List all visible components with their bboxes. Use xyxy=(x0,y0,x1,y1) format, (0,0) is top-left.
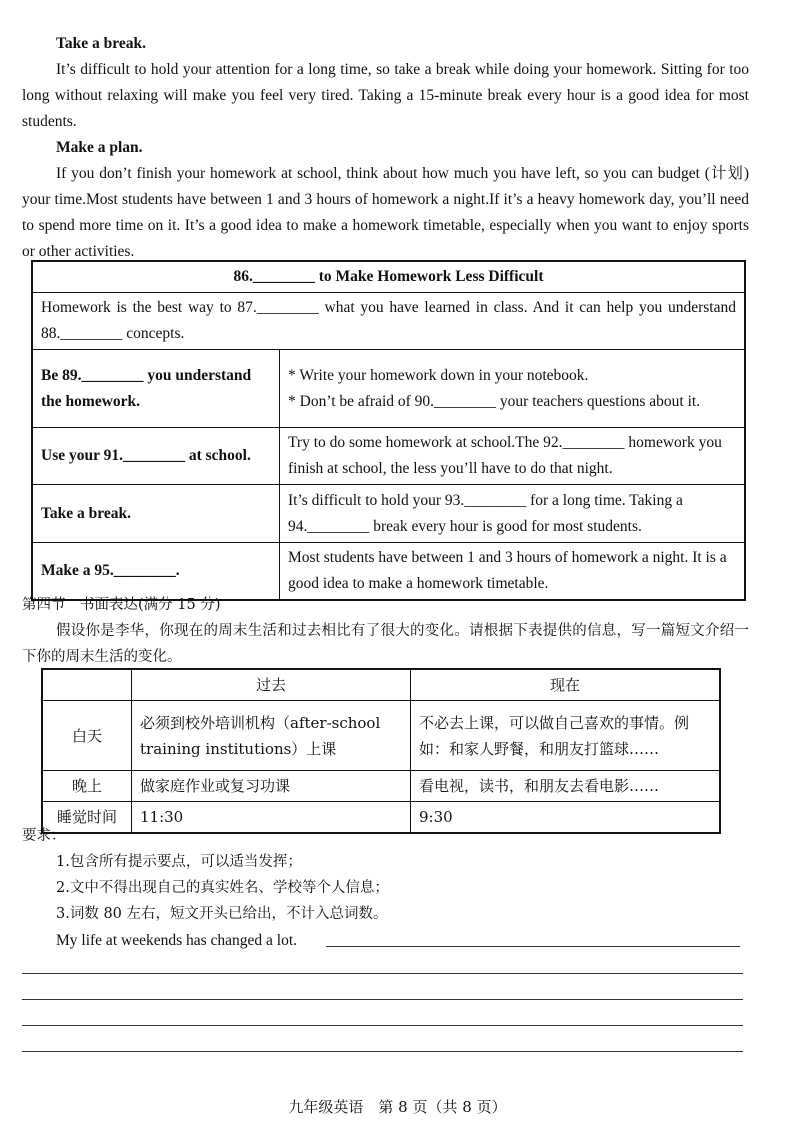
table-header-cell: 过去 xyxy=(132,669,411,701)
section-body-take-a-break: It’s difficult to hold your attention for a long time, so take a break while doing your homework. Sitting for too long without relaxing will make you feel very tired. Taking a 15-minute break every hour is a good idea for most students. xyxy=(22,61,749,130)
table-cell: 晚上 xyxy=(42,771,132,802)
table-row-text: Most students have between 1 and 3 hours of homework a night. It is a good idea to make a homework timetable. xyxy=(280,543,746,601)
table-title: 86.________ to Make Homework Less Difficult xyxy=(32,261,745,293)
answer-line[interactable] xyxy=(22,1051,743,1052)
table-row-label: Use your 91.________ at school. xyxy=(32,428,280,485)
answer-line[interactable] xyxy=(326,946,740,947)
requirement-item: 2.文中不得出现自己的真实姓名、学校等个人信息； xyxy=(56,880,389,896)
table-row-text: Try to do some homework at school.The 92.________ homework you finish at school, the less you’ll have to do that night. xyxy=(280,428,746,485)
table-row-label: Make a 95.________. xyxy=(32,543,280,601)
page-footer: 九年级英语 第 8 页（共 8 页） xyxy=(288,1098,507,1116)
table-cell: 看电视，读书，和朋友去看电影…… xyxy=(411,771,721,802)
table-row-text: * Write your homework down in your notebook. xyxy=(288,366,589,384)
table-row-label: Take a break. xyxy=(32,485,280,543)
table-intro: Homework is the best way to 87.________ what you have learned in class. And it can help you understand 88.________ concepts. xyxy=(32,293,745,350)
table-cell: 做家庭作业或复习功课 xyxy=(132,771,411,802)
writing-starter: My life at weekends has changed a lot. xyxy=(56,932,298,949)
table-row-text: * Don’t be afraid of 90.________ your teachers questions about it. xyxy=(288,392,701,410)
table-header-cell: 现在 xyxy=(411,669,721,701)
table-cell: 不必去上课，可以做自己喜欢的事情。例如：和家人野餐，和朋友打篮球…… xyxy=(411,701,721,771)
table-row-label: Be 89.________ you understand the homework. xyxy=(32,350,280,428)
table-cell: 9:30 xyxy=(411,802,721,834)
answer-line[interactable] xyxy=(22,1025,743,1026)
weekend-changes-table xyxy=(41,668,721,834)
homework-tips-table xyxy=(31,260,746,601)
answer-line[interactable] xyxy=(22,999,743,1000)
table-cell: 白天 xyxy=(42,701,132,771)
answer-line[interactable] xyxy=(22,973,743,974)
table-row-text: It’s difficult to hold your 93.________ for a long time. Taking a 94.________ break every hour is good for most students. xyxy=(280,485,746,543)
section-heading-take-a-break: Take a break. xyxy=(56,35,147,52)
writing-section-title: 第四节 书面表达(满分 15 分) xyxy=(22,597,221,613)
table-cell: 11:30 xyxy=(132,802,411,834)
table-cell: 必须到校外培训机构（after-school training institutions）上课 xyxy=(132,701,411,771)
requirement-item: 3.词数 80 左右，短文开头已给出，不计入总词数。 xyxy=(56,906,388,922)
table-cell: 睡觉时间 xyxy=(42,802,132,834)
table-header-cell xyxy=(42,669,132,701)
writing-prompt: 假设你是李华，你现在的周末生活和过去相比有了很大的变化。请根据下表提供的信息，写一篇短文介绍一下你的周末生活的变化。 xyxy=(22,623,749,665)
section-heading-make-a-plan: Make a plan. xyxy=(56,139,143,156)
requirement-item: 1.包含所有提示要点，可以适当发挥； xyxy=(56,854,302,870)
requirements-label: 要求： xyxy=(22,828,66,844)
section-body-make-a-plan: If you don’t finish your homework at school, think about how much you have left, so you can budget (计划) your time.Most students have between 1 and 3 hours of homework a night.If it’s a heavy homework day, you’ll need to spend more time on it. It’s a good idea to make a homework timetable, especially when you want to enjoy sports or other activities. xyxy=(22,165,749,260)
